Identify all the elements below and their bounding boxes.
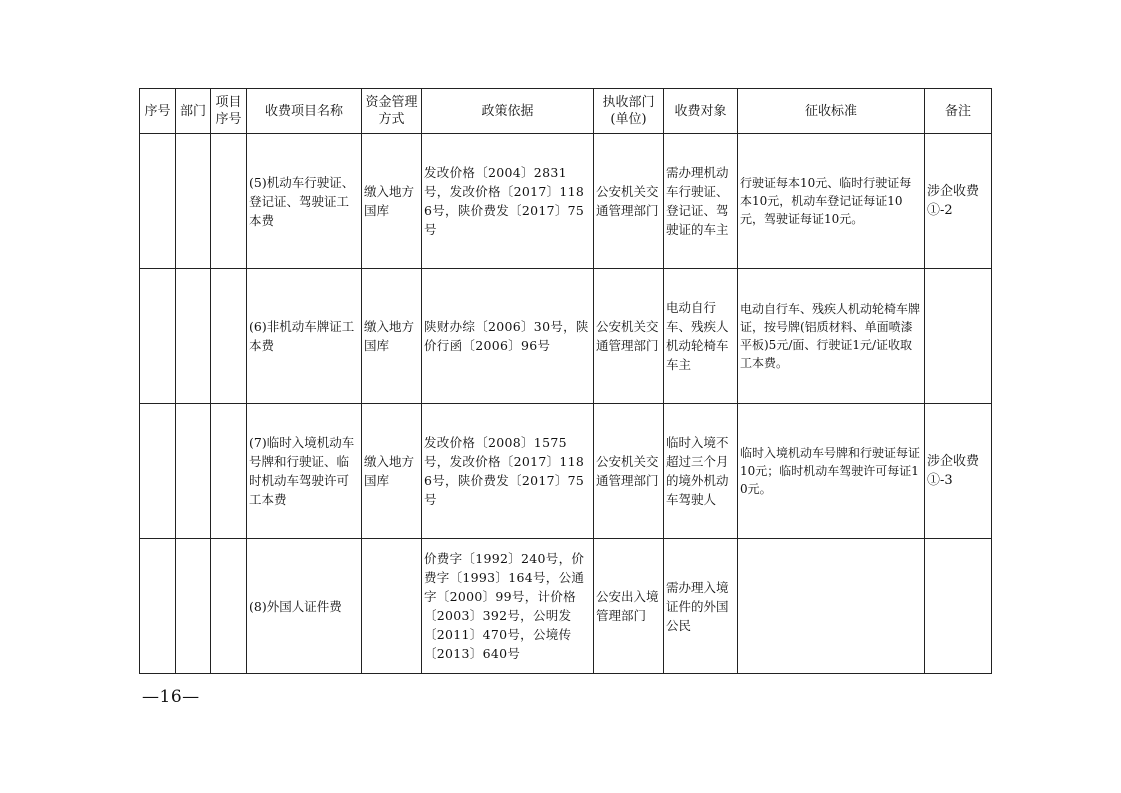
cell-name: (8)外国人证件费 [247, 539, 362, 674]
header-collector: 执收部门(单位) [594, 89, 664, 134]
cell-seq [140, 269, 176, 404]
cell-standard: 电动自行车、残疾人机动轮椅车牌证，按号牌(铝质材料、单面喷漆平板)5元/面、行驶证1元/证收取工本费。 [738, 269, 925, 404]
cell-basis: 发改价格〔2004〕2831号，发改价格〔2017〕1186号，陕价费发〔2017〕75号 [422, 134, 594, 269]
cell-payer: 需办理机动车行驶证、登记证、驾驶证的车主 [664, 134, 738, 269]
table-row [140, 134, 992, 269]
cell-seq [140, 134, 176, 269]
table-row [140, 269, 992, 404]
cell-remark: 涉企收费①-2 [925, 134, 992, 269]
table-row [140, 404, 992, 539]
cell-fund: 缴入地方国库 [362, 269, 422, 404]
header-fund: 资金管理方式 [362, 89, 422, 134]
cell-standard: 行驶证每本10元、临时行驶证每本10元，机动车登记证每证10元，驾驶证每证10元。 [738, 134, 925, 269]
header-row [140, 89, 992, 134]
header-standard: 征收标准 [738, 89, 925, 134]
cell-name: (6)非机动车牌证工本费 [247, 269, 362, 404]
cell-dept [176, 539, 211, 674]
cell-item-seq [211, 134, 247, 269]
page-number: —16— [142, 687, 200, 707]
cell-collector: 公安机关交通管理部门 [594, 269, 664, 404]
cell-name: (7)临时入境机动车号牌和行驶证、临时机动车驾驶许可工本费 [247, 404, 362, 539]
cell-basis: 价费字〔1992〕240号，价费字〔1993〕164号，公通字〔2000〕99号，计价格〔2003〕392号，公明发〔2011〕470号，公境传〔2013〕640号 [422, 539, 594, 674]
cell-remark: 涉企收费①-3 [925, 404, 992, 539]
cell-item-seq [211, 269, 247, 404]
header-payer: 收费对象 [664, 89, 738, 134]
header-item-seq: 项目序号 [211, 89, 247, 134]
cell-remark [925, 269, 992, 404]
cell-item-seq [211, 539, 247, 674]
cell-payer: 临时入境不超过三个月的境外机动车驾驶人 [664, 404, 738, 539]
cell-seq [140, 539, 176, 674]
fee-table [139, 88, 992, 674]
cell-fund: 缴入地方国库 [362, 134, 422, 269]
header-basis: 政策依据 [422, 89, 594, 134]
cell-seq [140, 404, 176, 539]
cell-collector: 公安出入境管理部门 [594, 539, 664, 674]
cell-collector: 公安机关交通管理部门 [594, 404, 664, 539]
header-dept: 部门 [176, 89, 211, 134]
cell-basis: 发改价格〔2008〕1575号，发改价格〔2017〕1186号，陕价费发〔2017〕75号 [422, 404, 594, 539]
cell-item-seq [211, 404, 247, 539]
cell-fund [362, 539, 422, 674]
cell-payer: 电动自行车、残疾人机动轮椅车车主 [664, 269, 738, 404]
cell-payer: 需办理入境证件的外国公民 [664, 539, 738, 674]
cell-fund: 缴入地方国库 [362, 404, 422, 539]
cell-dept [176, 269, 211, 404]
cell-collector: 公安机关交通管理部门 [594, 134, 664, 269]
cell-remark [925, 539, 992, 674]
cell-dept [176, 404, 211, 539]
header-remark: 备注 [925, 89, 992, 134]
header-seq: 序号 [140, 89, 176, 134]
cell-dept [176, 134, 211, 269]
cell-basis: 陕财办综〔2006〕30号，陕价行函〔2006〕96号 [422, 269, 594, 404]
table-row [140, 539, 992, 674]
cell-standard [738, 539, 925, 674]
header-name: 收费项目名称 [247, 89, 362, 134]
cell-name: (5)机动车行驶证、登记证、驾驶证工本费 [247, 134, 362, 269]
cell-standard: 临时入境机动车号牌和行驶证每证10元；临时机动车驾驶许可每证10元。 [738, 404, 925, 539]
